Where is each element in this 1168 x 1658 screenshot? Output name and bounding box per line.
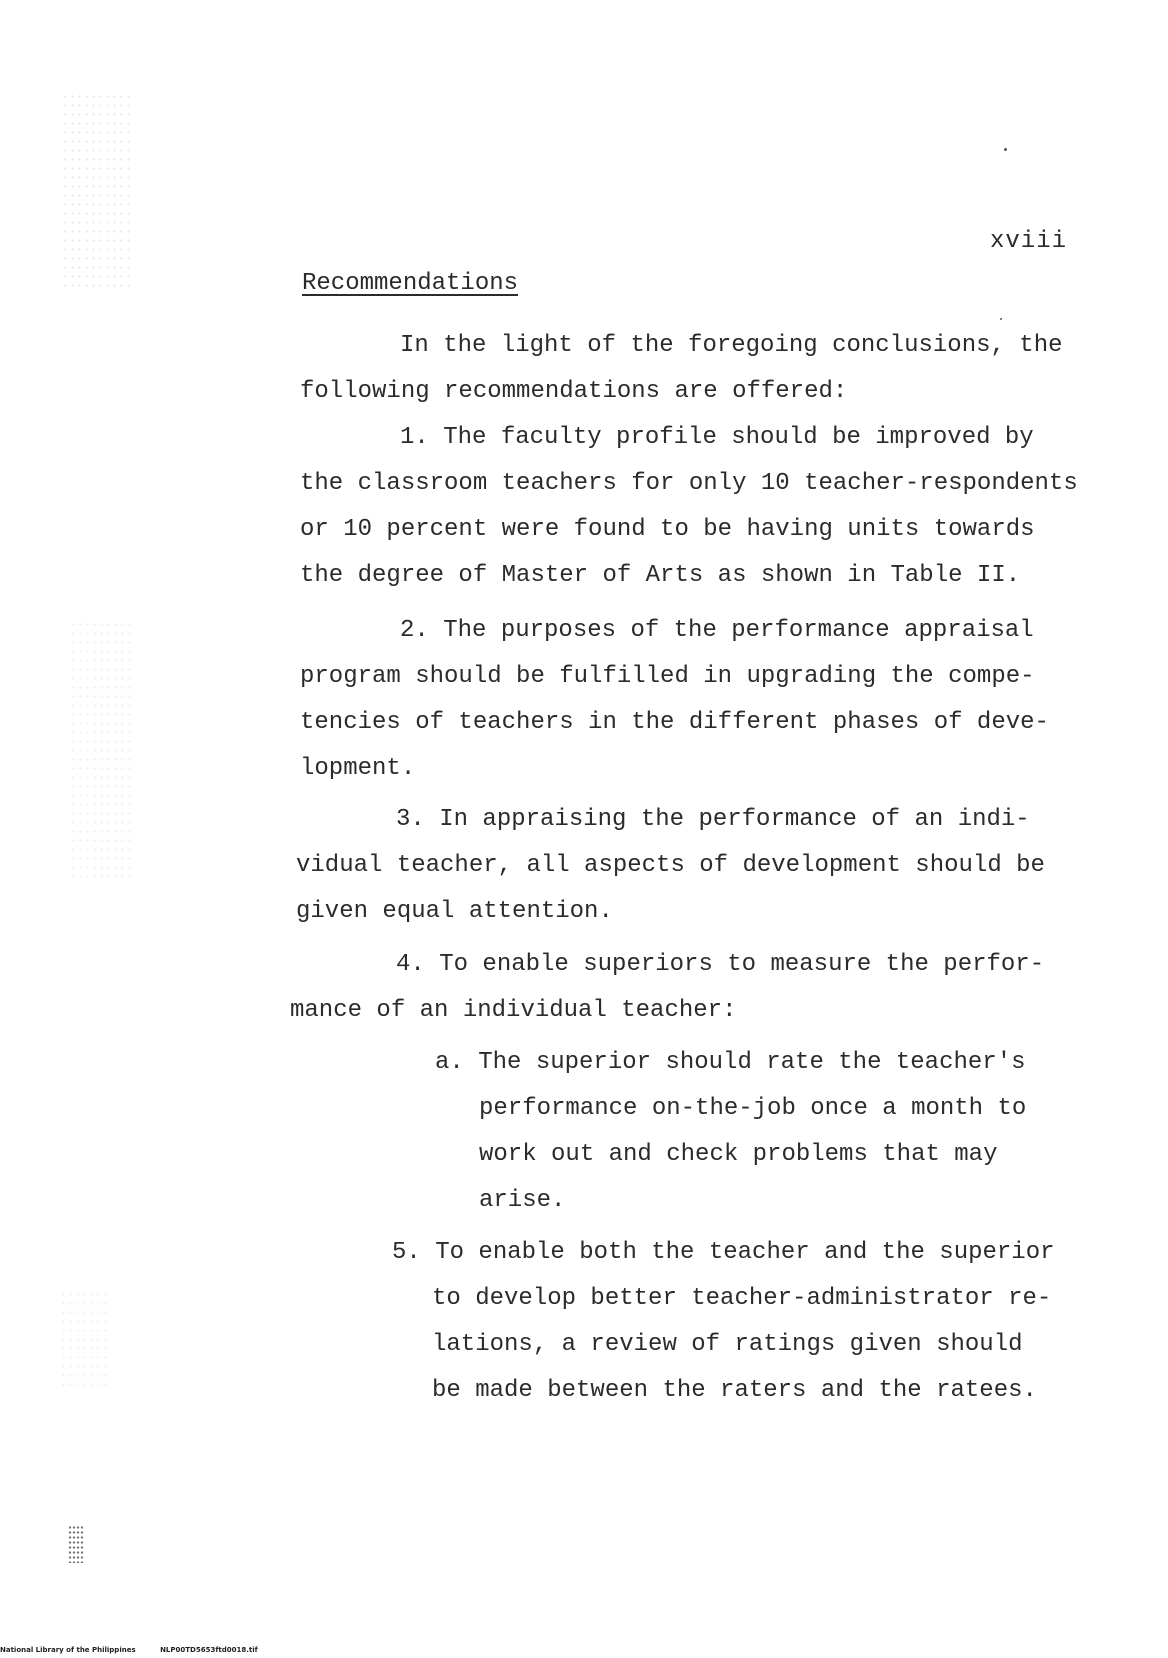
scan-noise [70, 620, 130, 880]
text-line: 1. The faculty profile should be improved by [400, 424, 1034, 451]
text-line: arise. [479, 1187, 566, 1214]
scan-smudge [68, 1525, 84, 1563]
text-line: 3. In appraising the performance of an indi- [396, 806, 1030, 833]
recommendation-4 [290, 942, 1044, 1034]
text-line: mance of an individual teacher: [290, 997, 737, 1024]
scan-noise [60, 1290, 110, 1390]
recommendation-1 [300, 415, 1078, 599]
text-line: 5. To enable both the teacher and the superior [392, 1239, 1055, 1266]
page-number: xviii [990, 228, 1068, 255]
scan-footer [0, 1646, 258, 1654]
text-line: tencies of teachers in the different phases of deve- [300, 709, 1049, 736]
recommendation-2 [300, 608, 1049, 792]
text-line: a. The superior should rate the teacher's [435, 1049, 1026, 1076]
text-line: lations, a review of ratings given should [432, 1331, 1023, 1358]
text-line: vidual teacher, all aspects of development should be [296, 852, 1045, 879]
text-line: 4. To enable superiors to measure the perfor- [396, 951, 1045, 978]
library-credit: National Library of the Philippines [0, 1646, 136, 1654]
recommendation-4a [435, 1040, 1026, 1224]
text-line: 2. The purposes of the performance appraisal [400, 617, 1034, 644]
text-line: lopment. [300, 755, 416, 782]
scan-noise [62, 92, 132, 292]
text-line: program should be fulfilled in upgrading the compe- [300, 663, 1035, 690]
file-name: NLP00TD5653ftd0018.tif [160, 1646, 258, 1654]
recommendation-5 [392, 1230, 1055, 1414]
text-line: the classroom teachers for only 10 teacher-respondents [300, 470, 1078, 497]
text-line: or 10 percent were found to be having units towards [300, 516, 1035, 543]
text-line: to develop better teacher-administrator re- [432, 1285, 1052, 1312]
text-line: the degree of Master of Arts as shown in Table II. [300, 562, 1021, 589]
recommendation-3 [296, 797, 1045, 935]
text-line: following recommendations are offered: [300, 378, 848, 405]
intro-paragraph [300, 323, 1063, 415]
text-line: be made between the raters and the ratees. [432, 1377, 1037, 1404]
text-line: performance on-the-job once a month to [479, 1095, 1027, 1122]
text-line: In the light of the foregoing conclusions, the [400, 332, 1063, 359]
ink-dot [1000, 318, 1002, 320]
ink-dot [1004, 148, 1007, 151]
text-line: work out and check problems that may [479, 1141, 998, 1168]
text-line: given equal attention. [296, 898, 613, 925]
section-heading: Recommendations [302, 270, 519, 297]
